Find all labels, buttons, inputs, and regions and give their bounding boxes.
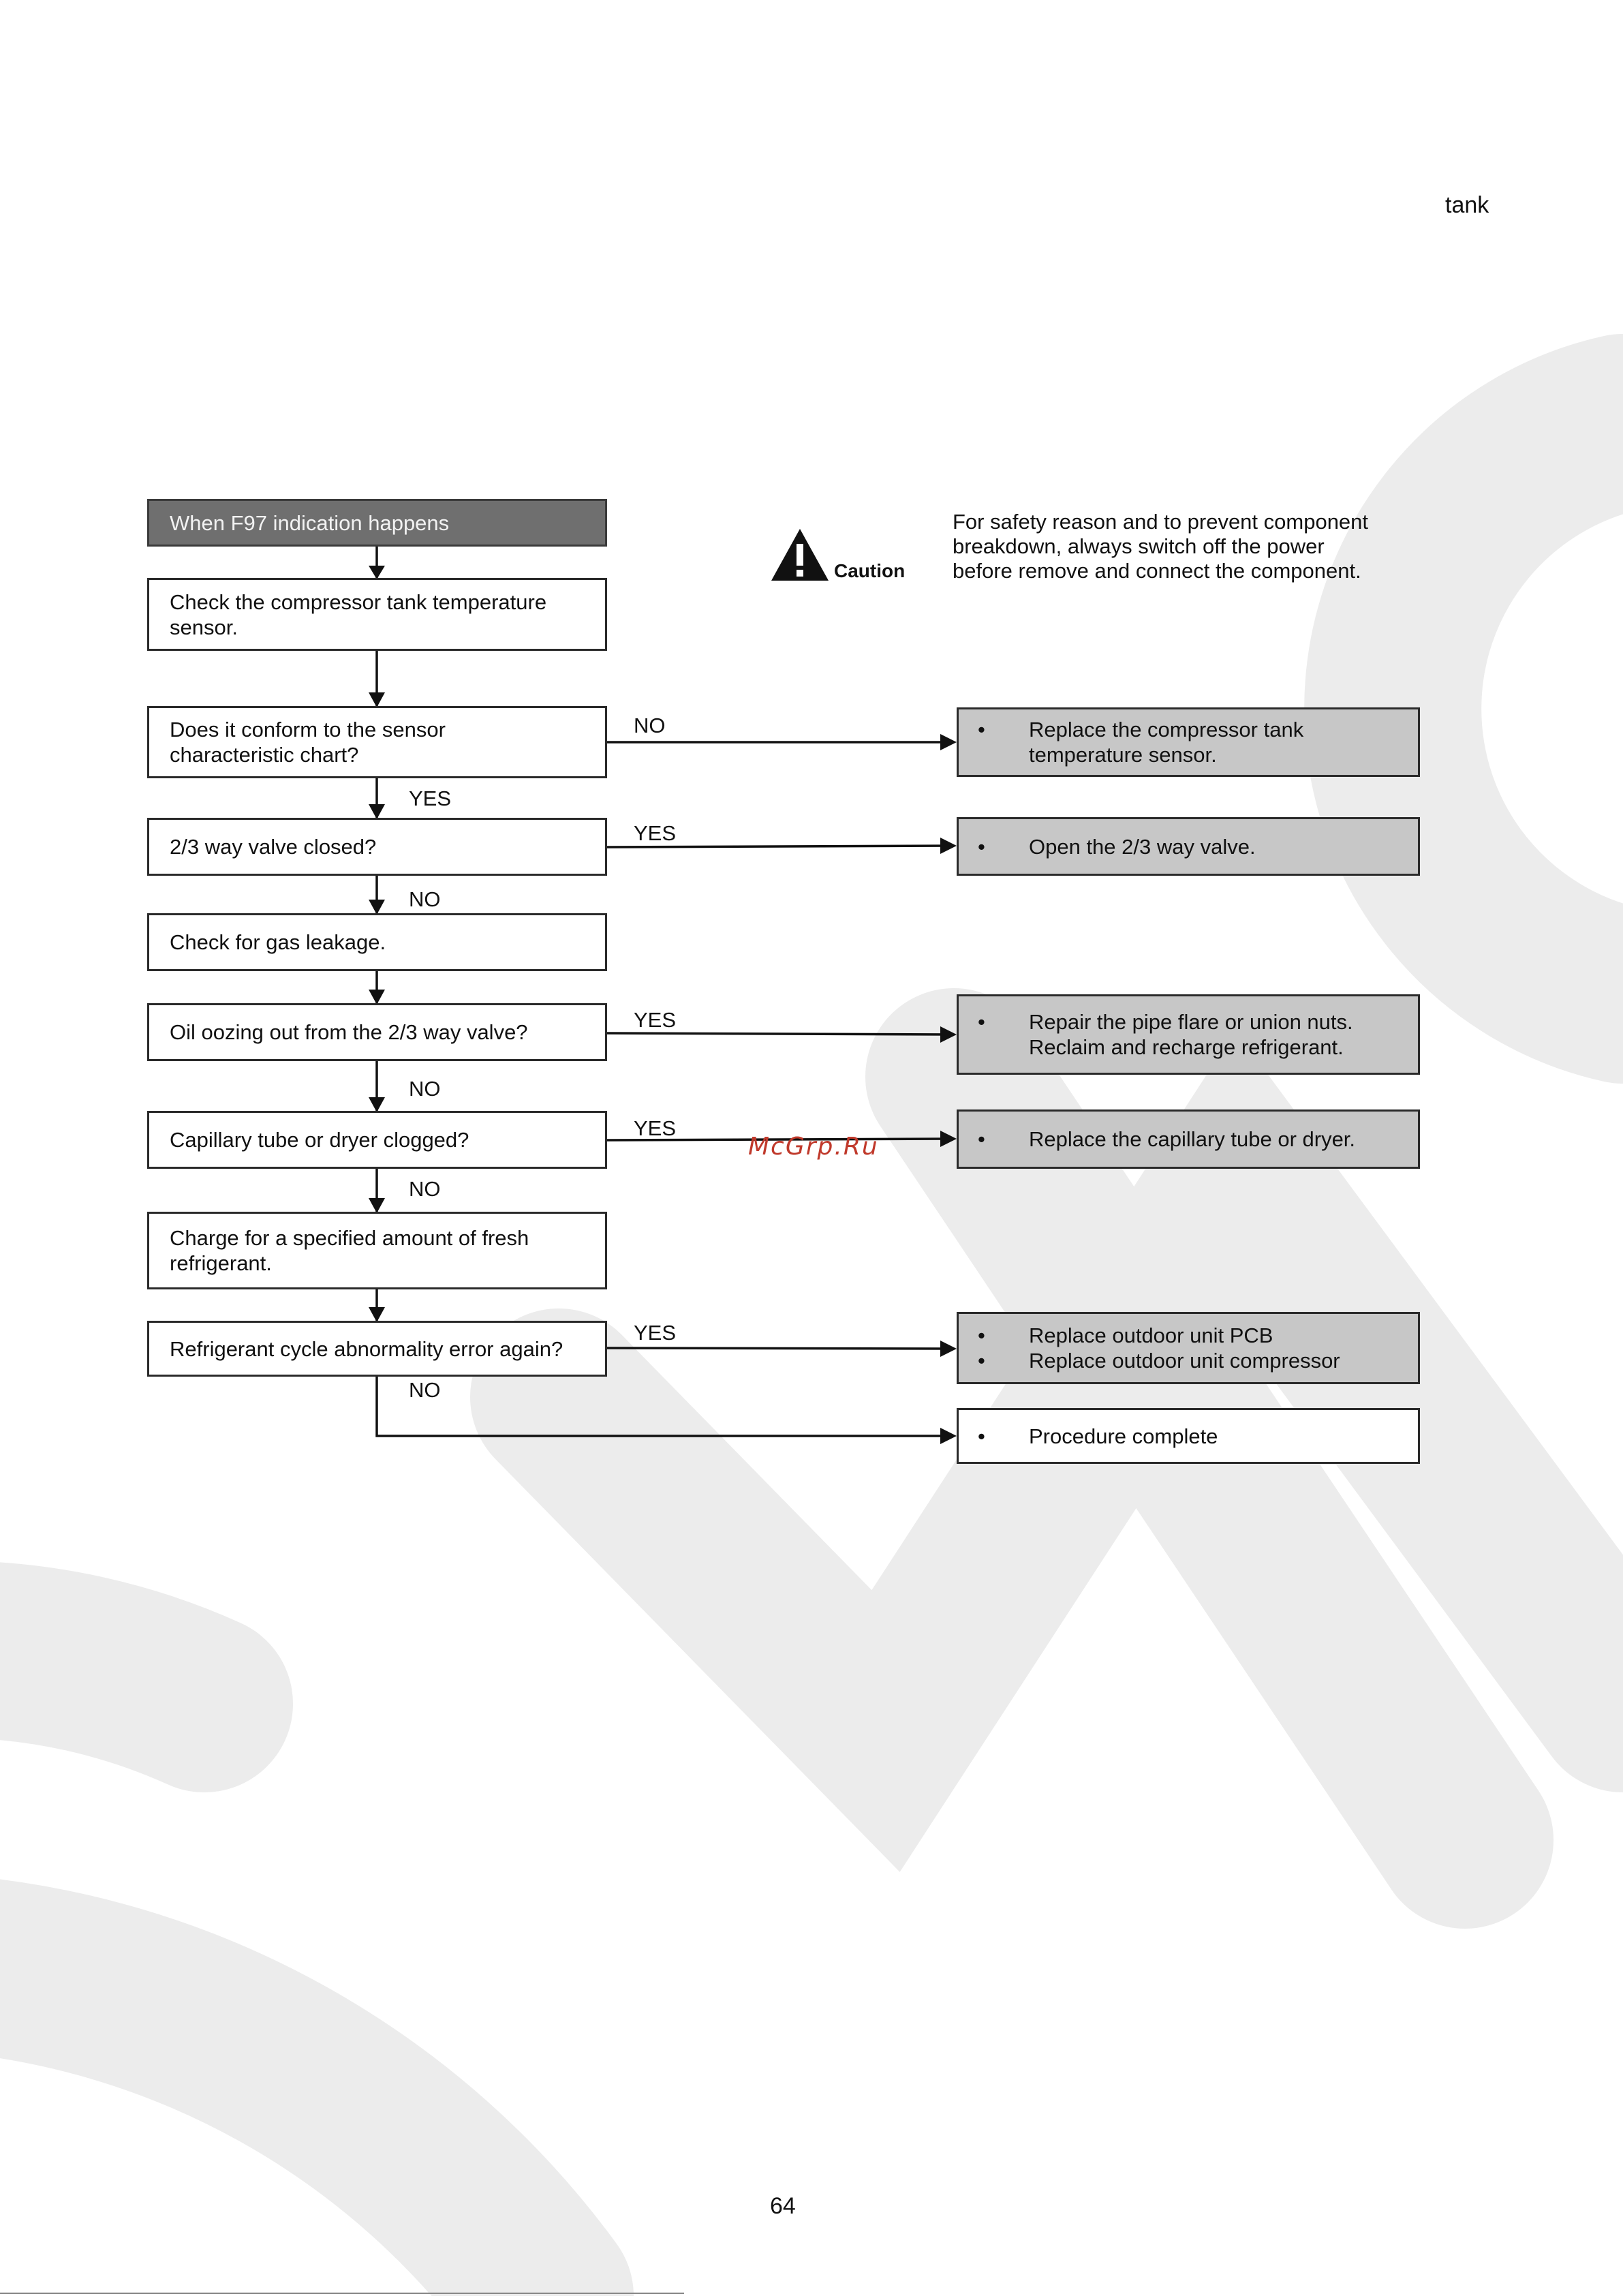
edge-label-no: NO — [409, 1077, 441, 1101]
edge-label-no: NO — [409, 887, 441, 911]
start-box — [147, 499, 607, 547]
step-line: Charge for a specified amount of fresh — [170, 1226, 529, 1250]
edge-label-yes: YES — [409, 786, 452, 810]
result-replace-outdoor — [957, 1312, 1420, 1384]
result-procedure-complete — [957, 1408, 1420, 1464]
bullet-icon: • — [978, 1127, 985, 1151]
watermark-stamp: McGrp.Ru — [748, 1133, 879, 1161]
result-repair-pipe — [957, 994, 1420, 1075]
bullet-icon: • — [978, 1424, 985, 1448]
edge-label-no: NO — [634, 714, 666, 737]
start-label: When F97 indication happens — [170, 510, 450, 535]
step-gas-leakage — [147, 913, 607, 971]
step-line: refrigerant. — [170, 1251, 272, 1275]
edge-label-no: NO — [409, 1177, 441, 1201]
step-charge-refrigerant — [147, 1212, 607, 1289]
page-number: 64 — [770, 2193, 796, 2219]
step-line: sensor. — [170, 615, 238, 639]
bullet-icon: • — [978, 834, 985, 859]
decision-oil-oozing — [147, 1003, 607, 1061]
caution-label: Caution — [834, 560, 906, 581]
result-line: Reclaim and recharge refrigerant. — [1029, 1035, 1344, 1059]
result-open-valve — [957, 817, 1420, 876]
connector-again-to-complete — [377, 1377, 954, 1436]
decision-error-again — [147, 1321, 607, 1377]
connector-again-yes — [606, 1348, 954, 1349]
step-line: Capillary tube or dryer clogged? — [170, 1128, 469, 1152]
result-line: temperature sensor. — [1029, 743, 1217, 767]
result-replace-capillary — [957, 1109, 1420, 1169]
result-line: Repair the pipe flare or union nuts. — [1029, 1010, 1353, 1034]
result-line: Replace outdoor unit PCB — [1029, 1323, 1273, 1347]
edge-label-yes: YES — [634, 1321, 677, 1345]
result-line: Replace outdoor unit compressor — [1029, 1349, 1340, 1373]
connector-valve-yes — [606, 846, 954, 847]
bullet-icon: • — [978, 1323, 985, 1347]
decision-conform-chart — [147, 706, 607, 778]
step-line: Does it conform to the sensor — [170, 718, 446, 741]
result-line: Open the 2/3 way valve. — [1029, 834, 1256, 859]
bullet-icon: • — [978, 1349, 985, 1373]
header-top-word: tank — [1445, 192, 1489, 218]
result-line: Replace the compressor tank — [1029, 718, 1304, 741]
bullet-icon: • — [978, 1010, 985, 1034]
result-line: Replace the capillary tube or dryer. — [1029, 1127, 1356, 1151]
decision-capillary-clogged — [147, 1111, 607, 1169]
decision-valve-closed — [147, 818, 607, 876]
step-line: Refrigerant cycle abnormality error again? — [170, 1336, 563, 1361]
caution-line: before remove and connect the component. — [953, 559, 1361, 583]
caution-line: For safety reason and to prevent component — [953, 510, 1369, 534]
step-line: Check for gas leakage. — [170, 930, 386, 954]
result-replace-sensor — [957, 707, 1420, 777]
caution-line: breakdown, always switch off the power — [953, 534, 1325, 558]
step-line: Check the compressor tank temperature — [170, 590, 547, 614]
edge-label-no: NO — [409, 1378, 441, 1402]
step-line: Oil oozing out from the 2/3 way valve? — [170, 1020, 528, 1044]
edge-label-yes: YES — [634, 1116, 677, 1140]
step-line: 2/3 way valve closed? — [170, 835, 377, 859]
edge-label-yes: YES — [634, 821, 677, 845]
connector-oil-yes — [606, 1033, 954, 1035]
result-line: Procedure complete — [1029, 1424, 1218, 1448]
step-line: characteristic chart? — [170, 743, 359, 767]
bottom-rule — [0, 2293, 684, 2294]
step-check-sensor — [147, 578, 607, 651]
edge-label-yes: YES — [634, 1008, 677, 1032]
bullet-icon: • — [978, 718, 985, 741]
